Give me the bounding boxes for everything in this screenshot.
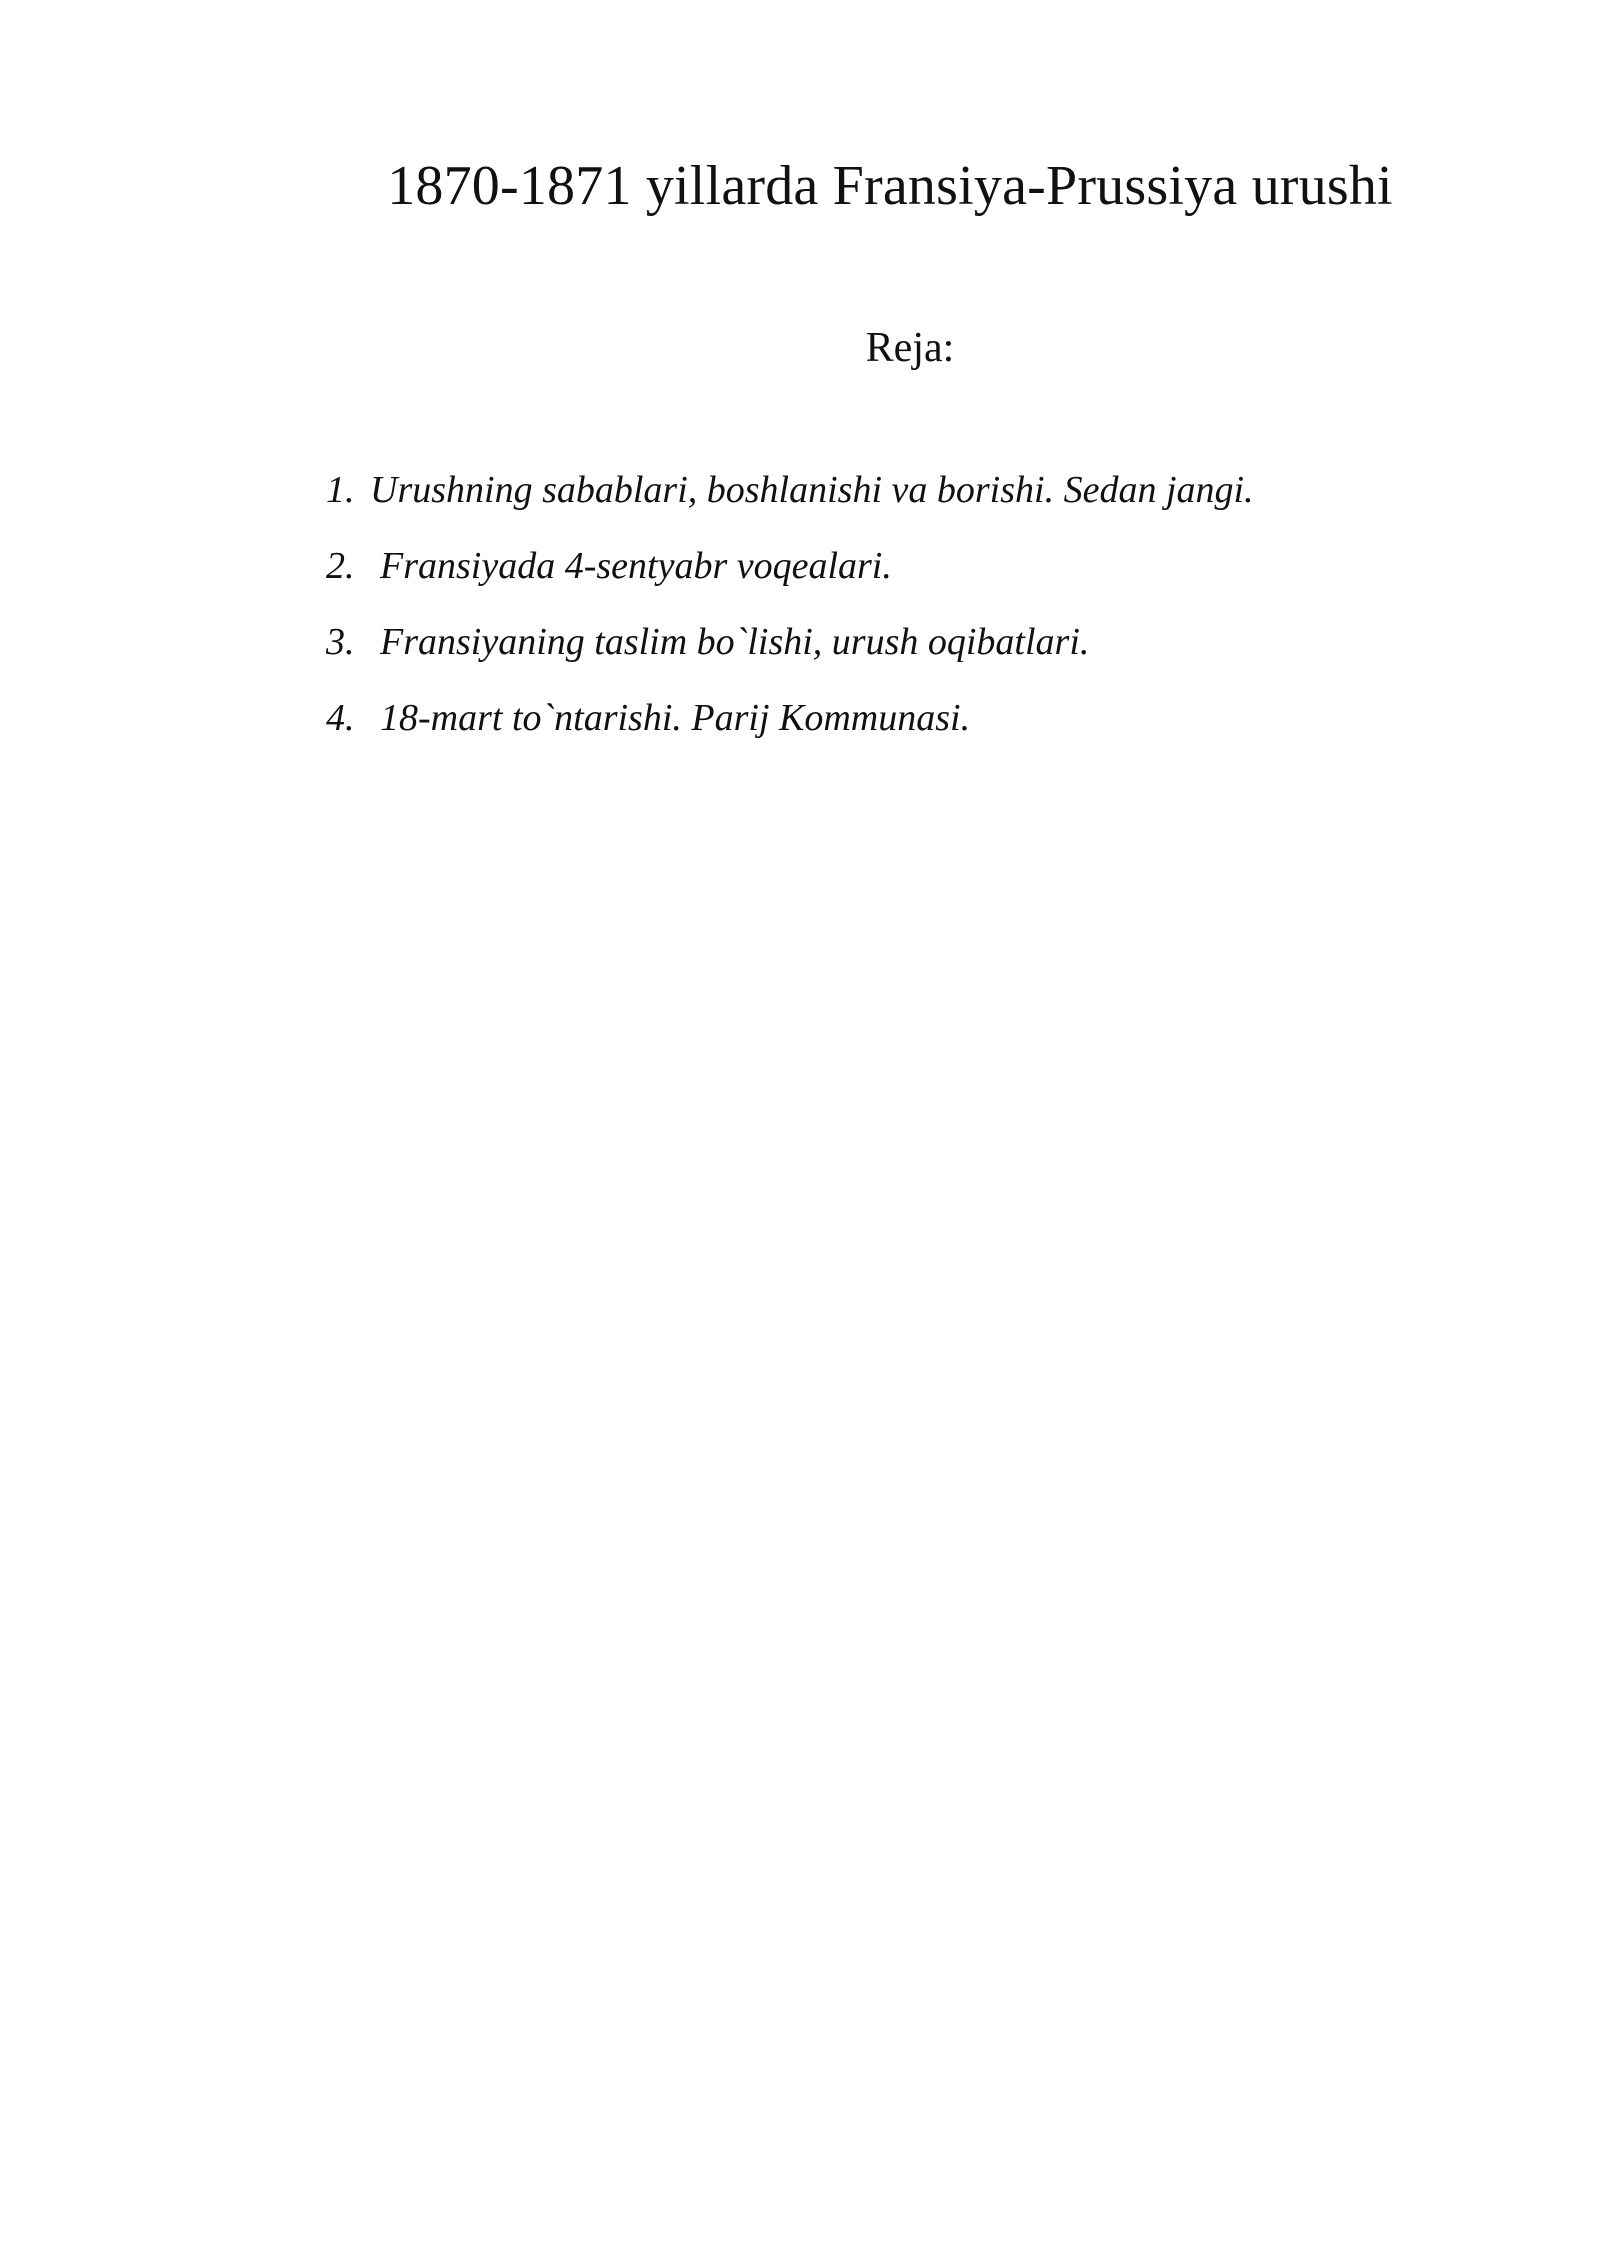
- document-title: 1870-1871 yillarda Fransiya-Prussiya urushi: [387, 155, 1393, 217]
- plan-item-number: 4.: [326, 697, 355, 739]
- plan-item-text: Fransiyada 4-sentyabr voqealari.: [380, 545, 892, 587]
- plan-item-4: [326, 694, 1254, 770]
- plan-list: [326, 466, 1254, 770]
- plan-item-1: [326, 466, 1254, 542]
- plan-item-number: 2.: [326, 545, 355, 587]
- plan-item-number: 3.: [326, 621, 355, 663]
- plan-item-number: 1.: [326, 469, 355, 511]
- plan-heading: Reja:: [865, 325, 955, 371]
- plan-item-text: Fransiyaning taslim bo`lishi, urush oqibatlari.: [380, 621, 1090, 663]
- plan-item-text: Urushning sabablari, boshlanishi va borishi. Sedan jangi.: [370, 469, 1254, 511]
- plan-item-text: 18-mart to`ntarishi. Parij Kommunasi.: [380, 697, 971, 739]
- plan-item-2: [326, 542, 1254, 618]
- plan-item-3: [326, 618, 1254, 694]
